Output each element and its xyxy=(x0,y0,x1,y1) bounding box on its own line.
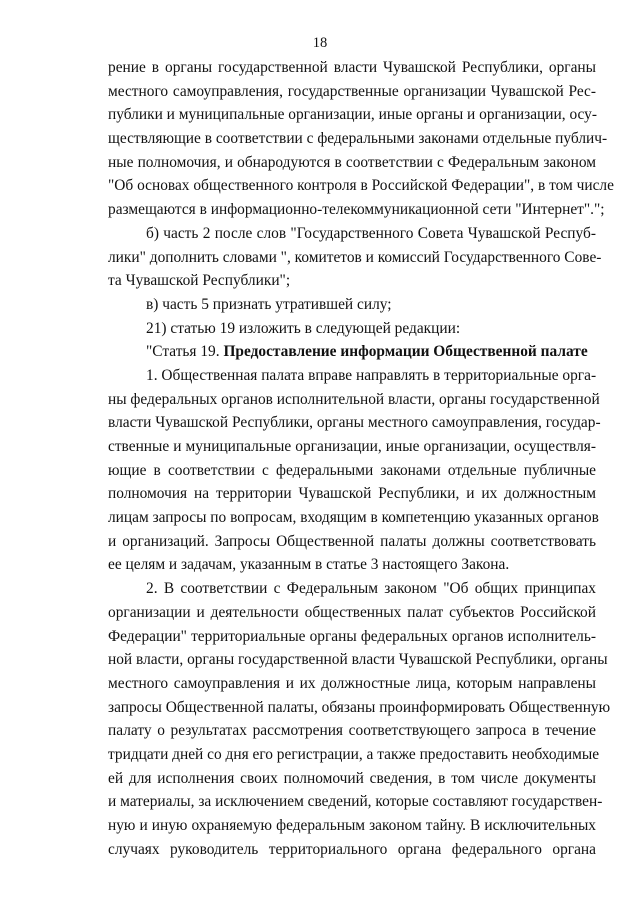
text-line xyxy=(108,56,596,80)
text-line xyxy=(108,672,596,696)
text-line xyxy=(108,743,600,767)
text-line xyxy=(108,459,596,483)
text-line-content: полномочия на территории Чувашской Республики, и их должностным xyxy=(108,485,596,503)
text-line-content: размещаются в информационно-телекоммуникационной сети "Интернет"."; xyxy=(108,201,605,219)
text-line xyxy=(108,814,596,838)
page-number: 18 xyxy=(312,35,328,51)
text-line-content: тридцати дней со дня его регистрации, а также предоставить необходимые xyxy=(108,745,600,763)
text-line-content: местного самоуправления и их должностные лица, которым направлены xyxy=(108,674,596,692)
text-line xyxy=(108,151,596,175)
text-line xyxy=(108,530,596,554)
text-line-content: местного самоуправления, государственные организации Чувашской Рес- xyxy=(108,82,596,100)
text-line-content: ее целям и задачам, указанным в статье 3 настоящего Закона. xyxy=(108,556,510,574)
text-line xyxy=(108,174,614,198)
text-line xyxy=(108,364,596,388)
text-line-content: ной власти, органы государственной власти Чувашской Республики, органы xyxy=(108,651,608,669)
text-line-content: "Об основах общественного контроля в Российской Федерации", в том числе xyxy=(108,177,614,195)
text-line-content: палату о результатах рассмотрения соответствующего запроса в течение xyxy=(108,722,596,740)
text-line-content: Федерации" территориальные органы федеральных органов исполнитель- xyxy=(108,627,596,645)
text-line-content: 1. Общественная палата вправе направлять в территориальные орга- xyxy=(146,366,597,384)
text-line-content: та Чувашской Республики"; xyxy=(108,272,291,290)
text-line xyxy=(108,340,596,364)
text-line xyxy=(108,648,608,672)
text-line xyxy=(108,790,603,814)
text-line-content: организации и деятельности общественных палат субъектов Российской xyxy=(108,603,596,621)
text-line xyxy=(108,435,596,459)
text-line-content: 21) статью 19 изложить в следующей редакции: xyxy=(146,319,461,337)
text-line-content: ны федеральных органов исполнительной власти, органы государственной xyxy=(108,390,600,408)
text-line-content: лицам запросы по вопросам, входящим в компетенцию указанных органов xyxy=(108,509,599,527)
text-line-content: ществляющие в соответствии с федеральными законами отдельные публич- xyxy=(108,130,608,148)
text-line-content: и организаций. Запросы Общественной палаты должны соответствовать xyxy=(108,532,596,550)
text-line-content: ющие в соответствии с федеральными законами отдельные публичные xyxy=(108,461,596,479)
text-line xyxy=(108,506,599,530)
text-line-content: лики" дополнить словами ", комитетов и комиссий Государственного Сове- xyxy=(108,248,602,266)
text-line-content: б) часть 2 после слов "Государственного Совета Чувашской Респуб- xyxy=(146,224,596,242)
text-line xyxy=(108,127,608,151)
body-text xyxy=(108,56,614,861)
text-line xyxy=(108,601,596,625)
text-line-content: власти Чувашской Республики, органы местного самоуправления, государ- xyxy=(108,414,601,432)
text-line-content: ственные и муниципальные организации, иные организации, осуществля- xyxy=(108,438,596,455)
text-line-content: в) часть 5 признать утратившей силу; xyxy=(146,295,392,313)
text-line-content: случаях руководитель территориального органа федерального органа xyxy=(108,840,596,858)
text-line xyxy=(108,80,596,104)
text-line xyxy=(108,482,596,506)
text-line xyxy=(108,838,596,862)
text-line xyxy=(108,388,600,412)
text-line xyxy=(108,317,596,341)
text-line xyxy=(108,767,596,791)
text-line-content: 2. В соответствии с Федеральным законом "Об общих принципах xyxy=(146,580,596,598)
text-line xyxy=(108,293,596,317)
text-line xyxy=(108,103,596,127)
text-line xyxy=(108,553,596,577)
text-line xyxy=(108,696,611,720)
text-line xyxy=(108,246,602,270)
text-line-content: ей для исполнения своих полномочий сведения, в том числе документы xyxy=(108,769,596,787)
article-heading: Предоставление информации Общественной палате xyxy=(223,343,588,361)
text-line-content: ную и иную охраняемую федеральным законом тайну. В исключительных xyxy=(108,817,596,834)
text-line-content: публики и муниципальные организации, иные органы и организации, осу- xyxy=(108,106,597,124)
text-line xyxy=(108,719,596,743)
text-line xyxy=(108,198,605,222)
text-line-content: и материалы, за исключением сведений, которые составляют государствен- xyxy=(108,793,603,811)
text-line xyxy=(108,269,596,293)
text-line xyxy=(108,577,596,601)
text-line-content: запросы Общественной палаты, обязаны проинформировать Общественную xyxy=(108,698,611,716)
text-line-content: ные полномочия, и обнародуются в соответствии с Федеральным законом xyxy=(108,153,596,171)
text-line-content: рение в органы государственной власти Чувашской Республики, органы xyxy=(108,59,596,76)
text-line xyxy=(108,625,596,649)
text-line-content: "Статья 19. xyxy=(146,343,224,361)
text-line xyxy=(108,222,596,246)
text-line xyxy=(108,411,601,435)
